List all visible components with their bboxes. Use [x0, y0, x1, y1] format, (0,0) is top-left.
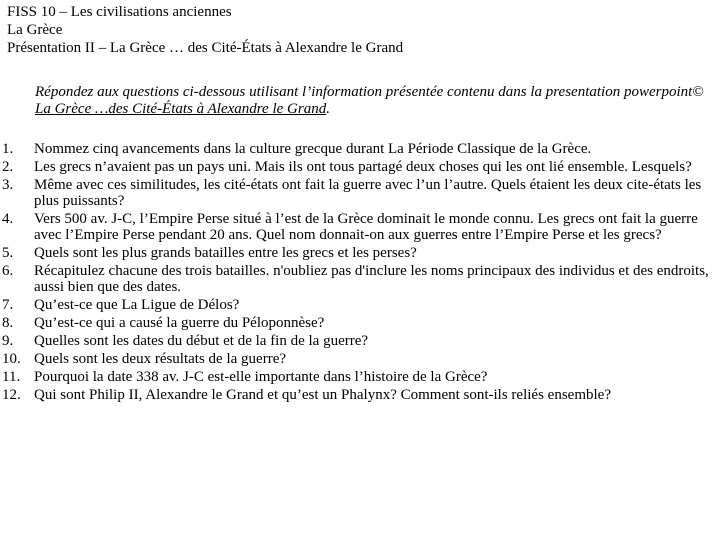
instructions-text: Répondez aux questions ci-dessous utilisant l’information présentée contenu dans la presentation powerpoint© [35, 84, 704, 100]
question-number: 6. [2, 263, 14, 279]
question-item [0, 369, 712, 385]
question-item [0, 351, 712, 367]
course-title: FISS 10 – Les civilisations anciennes [7, 4, 232, 20]
question-number: 9. [2, 333, 14, 349]
question-text: Pourquoi la date 338 av. J-C est-elle importante dans l’histoire de la Grèce? [34, 369, 488, 385]
question-text: Qu’est-ce qui a causé la guerre du Péloponnèse? [34, 315, 325, 331]
question-item [0, 333, 712, 349]
question-list [0, 141, 712, 405]
instructions [35, 84, 710, 118]
presentation-link[interactable]: La Grèce …des Cité-États à Alexandre le Grand [35, 101, 327, 117]
question-item [0, 159, 712, 175]
instructions-end: . [326, 101, 330, 117]
question-item [0, 315, 712, 331]
question-number: 10. [2, 351, 21, 367]
question-text: Quels sont les deux résultats de la guerre? [34, 351, 287, 367]
question-text: Récapitulez chacune des trois batailles. n'oubliez pas d'inclure les noms principaux des individus et des endroits, aussi bien que des dates. [34, 263, 709, 295]
question-number: 5. [2, 245, 14, 261]
question-number: 8. [2, 315, 14, 331]
question-number: 2. [2, 159, 14, 175]
question-item [0, 245, 712, 261]
question-number: 1. [2, 141, 14, 157]
unit-title: La Grèce [7, 22, 63, 38]
question-text: Qui sont Philip II, Alexandre le Grand et qu’est un Phalynx? Comment sont-ils reliés ensemble? [34, 387, 611, 403]
question-text: Nommez cinq avancements dans la culture grecque durant La Période Classique de la Grèce. [34, 141, 592, 157]
question-item [0, 177, 712, 209]
question-text: Les grecs n’avaient pas un pays uni. Mais ils ont tous partagé deux choses qui les ont lié ensemble. Lesquels? [34, 159, 692, 175]
question-number: 12. [2, 387, 21, 403]
question-text: Vers 500 av. J-C, l’Empire Perse situé à l’est de la Grèce dominait le monde connu. Les grecs ont fait la guerre avec l’Empire Perse pendant 20 ans. Quel nom donnait-on aux guerres entre l’Empire Perse et les grecs? [34, 211, 698, 243]
presentation-title: Présentation II – La Grèce … des Cité-États à Alexandre le Grand [7, 40, 404, 56]
question-text: Qu’est-ce que La Ligue de Délos? [34, 297, 240, 313]
question-item [0, 387, 712, 403]
question-text: Même avec ces similitudes, les cité-états ont fait la guerre avec l’un l’autre. Quels étaient les deux cite-états les plus puissants? [34, 177, 702, 209]
question-item [0, 263, 712, 295]
document-header [7, 3, 403, 57]
question-number: 11. [2, 369, 21, 385]
question-number: 7. [2, 297, 14, 313]
question-text: Quelles sont les dates du début et de la fin de la guerre? [34, 333, 369, 349]
question-item [0, 211, 712, 243]
question-item [0, 141, 712, 157]
question-item [0, 297, 712, 313]
question-number: 3. [2, 177, 14, 193]
question-number: 4. [2, 211, 14, 227]
question-text: Quels sont les plus grands batailles entre les grecs et les perses? [34, 245, 417, 261]
